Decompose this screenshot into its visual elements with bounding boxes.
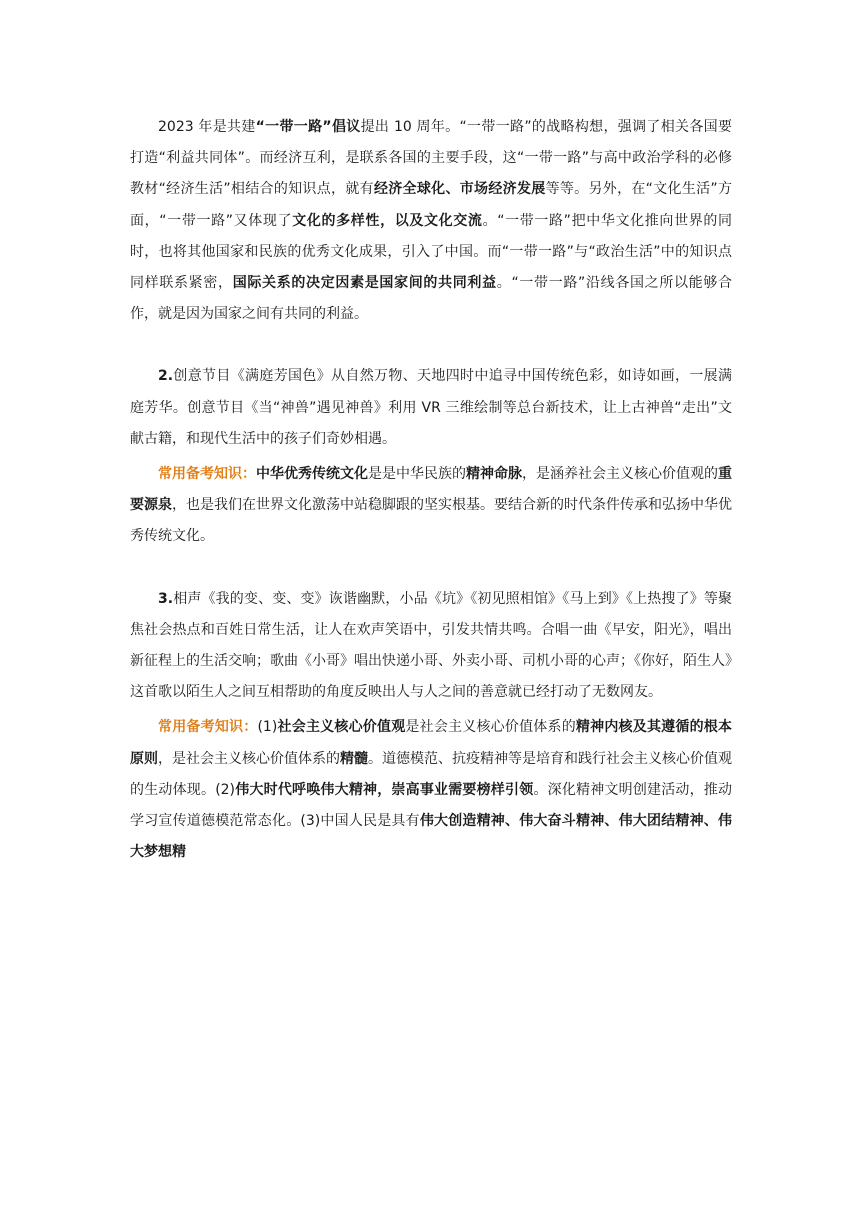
bold-text: 中华优秀传统文化 — [256, 466, 368, 483]
text-run: ，是社会主义核心价值体系的 — [158, 750, 340, 767]
text-run: (1) — [257, 719, 278, 736]
bold-text: 2. — [158, 368, 174, 385]
paragraph-item-2 — [130, 361, 732, 455]
bold-text: 文化的多样性，以及文化交流 — [292, 212, 483, 229]
text-run: 是是中华民族的 — [368, 466, 466, 483]
knowledge-label: 常用备考知识： — [158, 466, 256, 483]
text-run: 。深化精神文明创建活动，推动学习宣传道德模范常态化。(3)中国人民是具有 — [130, 781, 733, 830]
text-run: 。“一带一路”沿线各国之所以能够合作，就是因为国家之间有共同的利益。 — [130, 275, 733, 323]
text-run: 2023 年是共建 — [158, 119, 256, 135]
bold-text: 精神命脉 — [466, 466, 522, 483]
bold-text: 精神内核及其遵循的根本原则 — [130, 719, 733, 767]
bold-text: 精髓 — [340, 750, 368, 767]
bold-text: 伟大时代呼唤伟大精神，崇高事业需要榜样引领 — [235, 781, 534, 798]
bold-text: 伟大创造精神、伟大奋斗精神、伟大团结精神、伟大梦想精 — [130, 813, 732, 861]
bold-text: 经济全球化、市场经济发展 — [373, 181, 546, 198]
text-run: 是社会主义核心价值体系的 — [405, 719, 576, 736]
bold-text: 社会主义核心价值观 — [277, 719, 406, 736]
text-run: ，也是我们在世界文化激荡中站稳脚跟的坚实根基。要结合新的时代条件传承和弘扬中华优秀传统文化。 — [130, 497, 732, 545]
text-run: 。“一带一路”把中华文化推向世界的同时，也将其他国家和民族的优秀文化成果，引入了中国。而“一带一路”与“政治生活”中的知识点同样联系紧密， — [130, 212, 732, 292]
paragraph-knowledge-3 — [130, 712, 732, 868]
text-run: 提出 10 周年。“一带一路”的战略构想，强调了相关各国要打造“利益共同体”。而经济互利，是联系各国的主要手段，这“一带一路”与高中政治学科的必修教材“经济生活”相结合的知识点，就有 — [130, 119, 732, 198]
paragraph-belt-road — [130, 112, 732, 330]
text-run: ，是涵养社会主义核心价值观的 — [522, 466, 718, 483]
text-run: 相声《我的变、变、变》诙谐幽默，小品《坑》《初见照相馆》《马上到》《上热搜了》等聚焦社会热点和百姓日常生活，让人在欢声笑语中，引发共情共鸣。合唱一曲《早安，阳光》，唱出新征程上的生活交响；歌曲《小哥》唱出快递小哥、外卖小哥、司机小哥的心声；《你好，陌生人》这首歌以陌生人之间互相帮助的角度反映出人与人之间的善意就已经打动了无数网友。 — [130, 590, 732, 701]
document-body — [130, 112, 732, 868]
bold-text: 国际关系的决定因素是国家间的共同利益 — [232, 275, 497, 292]
text-run: 等等。另外，在“文化生活”方面，“一带一路”又体现了 — [130, 181, 732, 229]
knowledge-label: 常用备考知识： — [158, 719, 258, 736]
text-run: 创意节目《满庭芳国色》从自然万物、天地四时中追寻中国传统色彩，如诗如画，一展满庭芳华。创意节目《当“神兽”遇见神兽》利用 VR 三维绘制等总台新技术，让上古神兽“走出”文献古籍，和现代生活中的孩子们奇妙相遇。 — [130, 368, 732, 447]
paragraph-knowledge-2 — [130, 459, 732, 553]
bold-text: 重要源泉 — [130, 466, 732, 514]
text-run: 。道德模范、抗疫精神等是培育和践行社会主义核心价值观的生动体现。(2) — [130, 750, 732, 798]
paragraph-item-3 — [130, 584, 732, 709]
bold-text: 3. — [158, 590, 174, 607]
bold-text: “一带一路”倡议 — [255, 119, 361, 135]
